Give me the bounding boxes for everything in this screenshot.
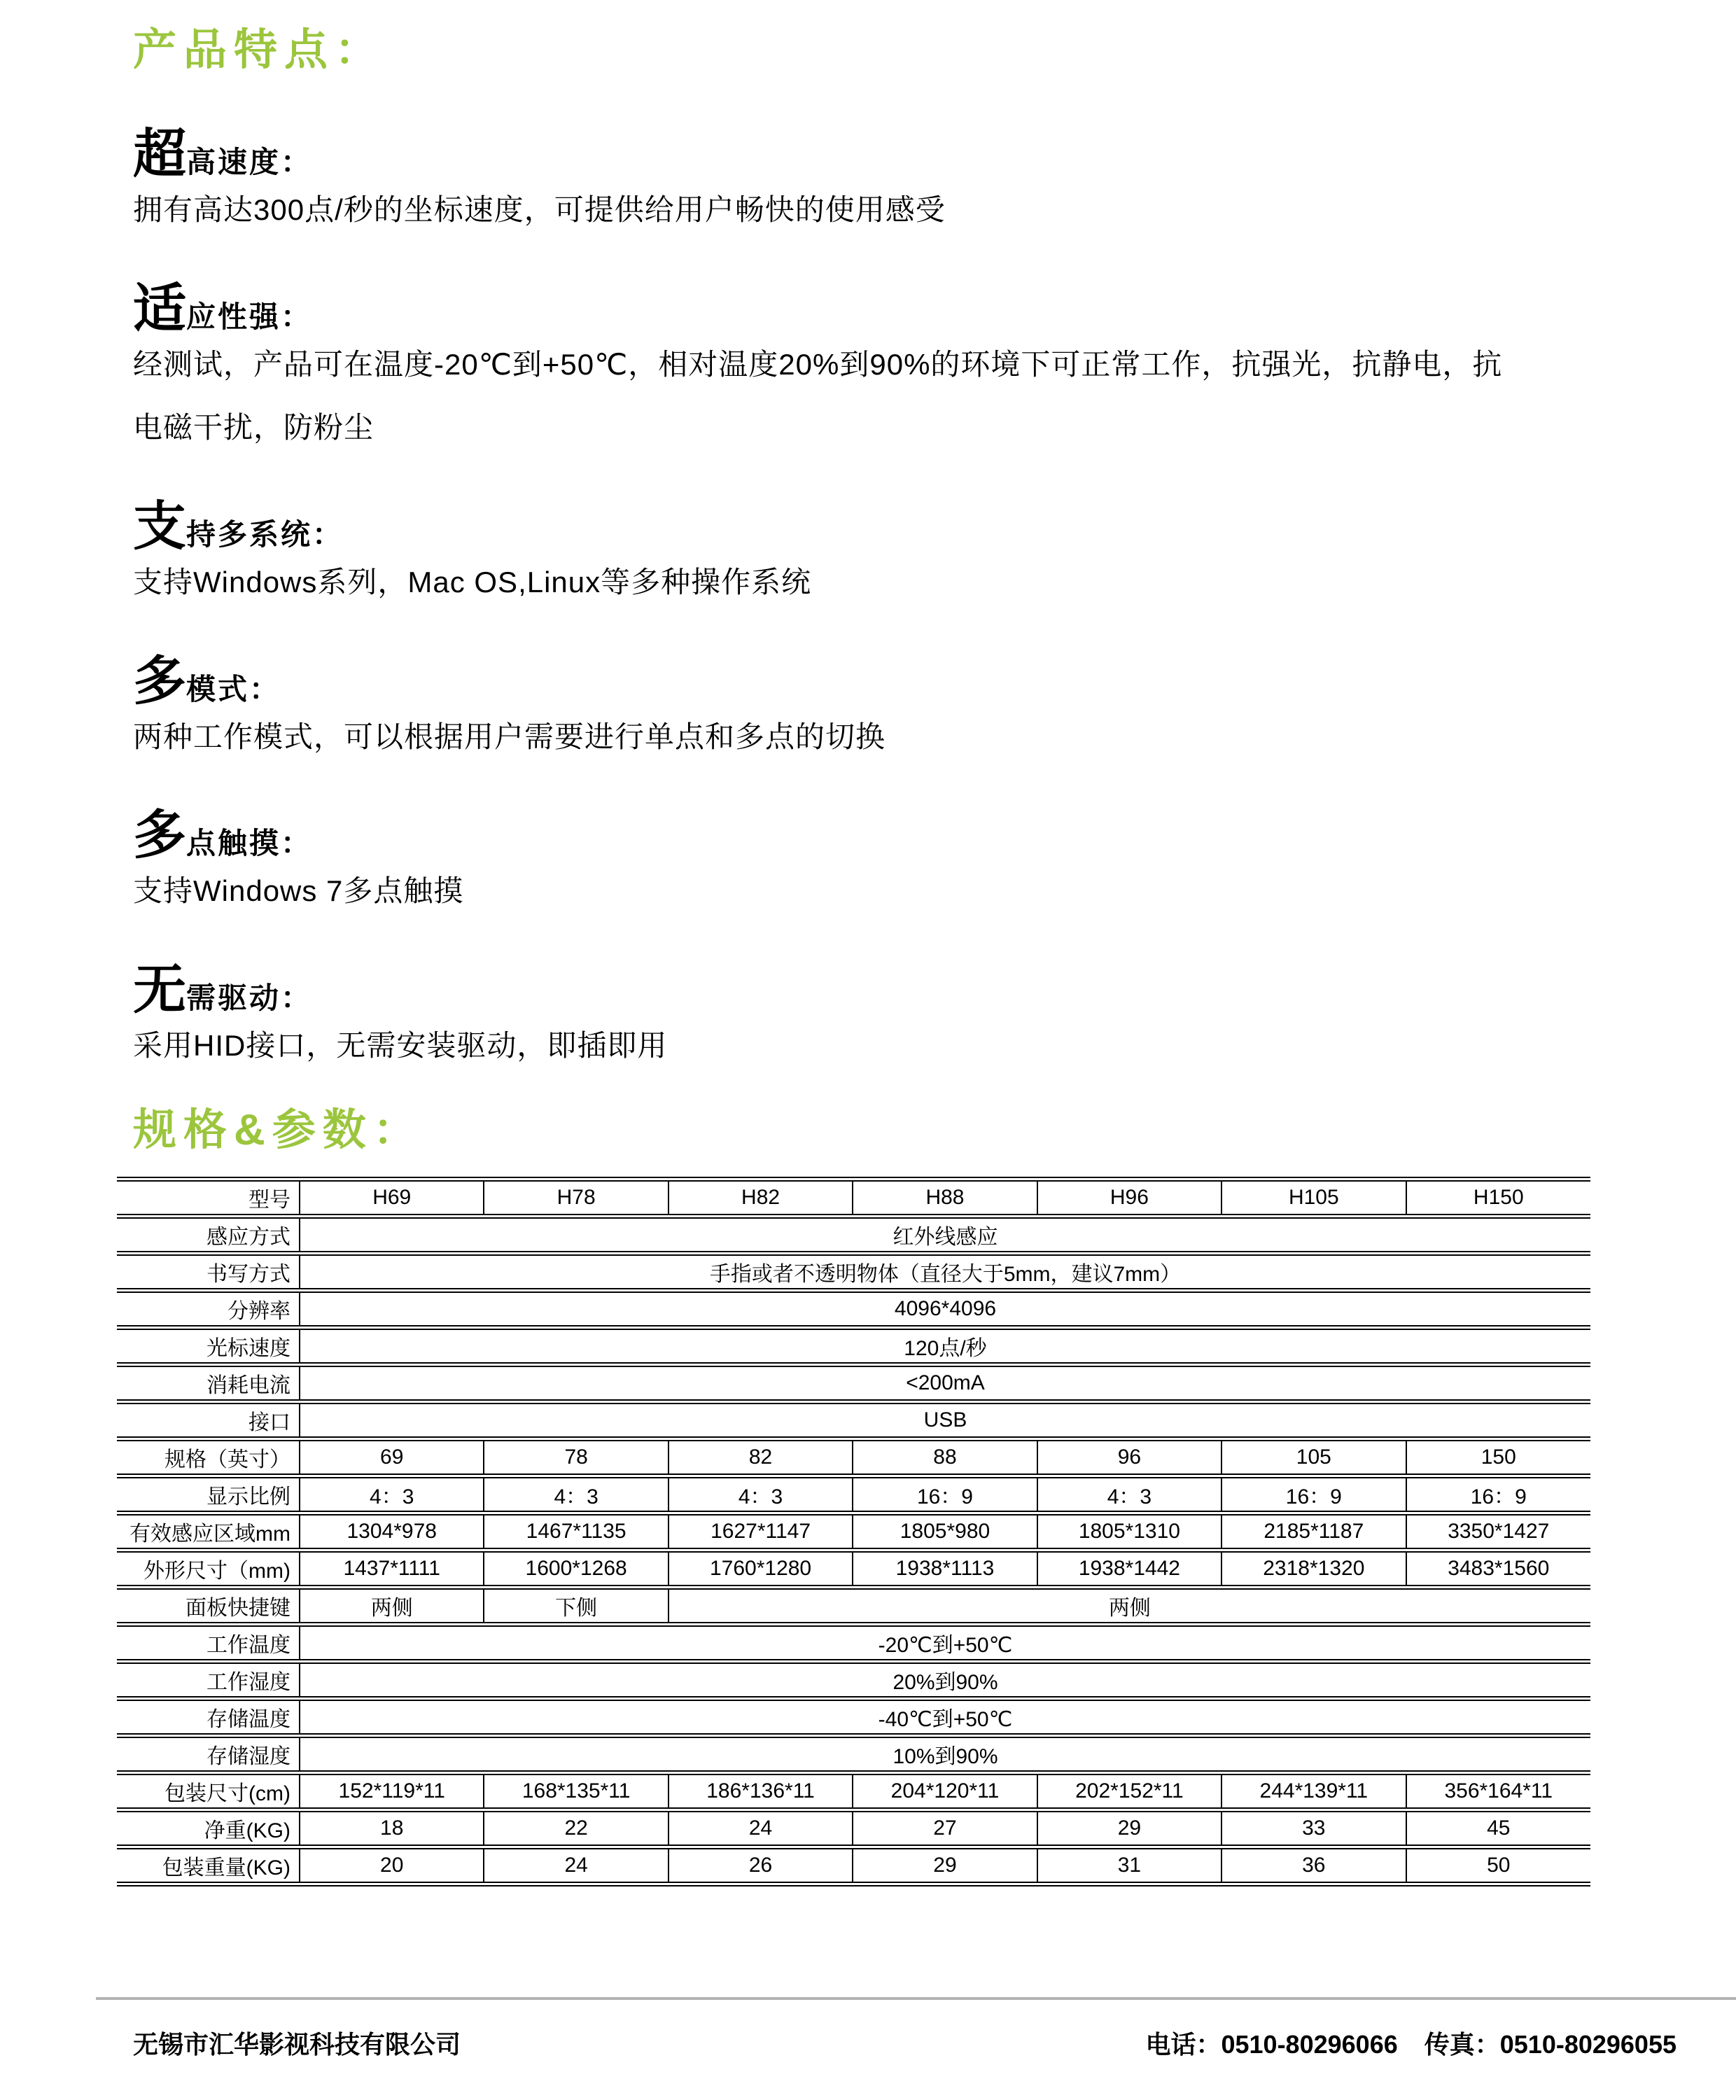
features-title: 产品特点： bbox=[133, 26, 386, 74]
spec-row bbox=[117, 1438, 1590, 1476]
spec-cell: 24 bbox=[668, 1809, 853, 1847]
spec-cell: 202*152*11 bbox=[1037, 1772, 1222, 1809]
spec-cell: 1304*978 bbox=[300, 1513, 484, 1550]
feature-section bbox=[133, 279, 1673, 447]
spec-cell: 150 bbox=[1406, 1438, 1590, 1476]
spec-cell: 45 bbox=[1406, 1809, 1590, 1847]
spec-row-label: 分辨率 bbox=[117, 1290, 300, 1327]
spec-row bbox=[117, 1364, 1590, 1401]
feature-section bbox=[133, 651, 1673, 757]
spec-cell: H105 bbox=[1222, 1179, 1406, 1216]
spec-row-label: 接口 bbox=[117, 1401, 300, 1438]
spec-cell: 2185*1187 bbox=[1222, 1513, 1406, 1550]
spec-row bbox=[117, 1401, 1590, 1438]
spec-cell: H150 bbox=[1406, 1179, 1590, 1216]
spec-cell: 24 bbox=[484, 1847, 668, 1884]
spec-table-body bbox=[117, 1179, 1590, 1884]
feature-section bbox=[133, 497, 1673, 602]
footer-row bbox=[96, 2000, 1736, 2061]
spec-cell: 33 bbox=[1222, 1809, 1406, 1847]
feature-body-line: 采用HID接口，无需安装驱动，即插即用 bbox=[133, 1028, 668, 1062]
feature-section bbox=[133, 125, 1673, 230]
spec-row-label: 存储湿度 bbox=[117, 1735, 300, 1772]
spec-cell: 下侧 bbox=[484, 1587, 668, 1624]
feature-heading bbox=[133, 497, 1673, 557]
spec-cell: 26 bbox=[668, 1847, 853, 1884]
spec-row bbox=[117, 1179, 1590, 1216]
spec-cell: 16：9 bbox=[1406, 1476, 1590, 1513]
page-footer bbox=[96, 1997, 1736, 2061]
spec-cell: 1467*1135 bbox=[484, 1513, 668, 1550]
spec-cell: 82 bbox=[668, 1438, 853, 1476]
spec-row-label: 包装尺寸(cm) bbox=[117, 1772, 300, 1809]
spec-row bbox=[117, 1661, 1590, 1698]
spec-cell: 4096*4096 bbox=[300, 1290, 1590, 1327]
spec-cell: 16：9 bbox=[1222, 1476, 1406, 1513]
spec-cell: 4：3 bbox=[668, 1476, 853, 1513]
spec-row bbox=[117, 1809, 1590, 1847]
spec-cell: 手指或者不透明物体（直径大于5mm，建议7mm） bbox=[300, 1253, 1590, 1290]
spec-row bbox=[117, 1624, 1590, 1661]
spec-cell: 1938*1113 bbox=[853, 1550, 1037, 1587]
spec-cell: 186*136*11 bbox=[668, 1772, 853, 1809]
feature-description bbox=[133, 564, 1673, 602]
spec-cell: 204*120*11 bbox=[853, 1772, 1037, 1809]
spec-cell: <200mA bbox=[300, 1364, 1590, 1401]
spec-row-label: 消耗电流 bbox=[117, 1364, 300, 1401]
feature-body-line: 拥有高达300点/秒的坐标速度，可提供给用户畅快的使用感受 bbox=[133, 193, 946, 227]
spec-cell: 244*139*11 bbox=[1222, 1772, 1406, 1809]
spec-row bbox=[117, 1735, 1590, 1772]
feature-body-line: 经测试，产品可在温度-20℃到+50℃，相对温度20%到90%的环境下可正常工作，抗强光，抗静电，抗 bbox=[133, 347, 1503, 381]
spec-row bbox=[117, 1476, 1590, 1513]
spec-cell: 4：3 bbox=[1037, 1476, 1222, 1513]
spec-row bbox=[117, 1290, 1590, 1327]
spec-row-label: 光标速度 bbox=[117, 1327, 300, 1364]
spec-cell: H82 bbox=[668, 1179, 853, 1216]
feature-lead-char: 多 bbox=[133, 806, 186, 866]
footer-contact bbox=[1145, 2025, 1676, 2061]
feature-body-line: 支持Windows 7多点触摸 bbox=[133, 874, 464, 908]
feature-lead-char: 超 bbox=[133, 125, 186, 185]
feature-heading bbox=[133, 279, 1673, 339]
spec-cell: 2318*1320 bbox=[1222, 1550, 1406, 1587]
spec-row bbox=[117, 1847, 1590, 1884]
spec-row-label: 面板快捷键 bbox=[117, 1587, 300, 1624]
spec-cell: 1938*1442 bbox=[1037, 1550, 1222, 1587]
spec-row-label: 外形尺寸（mm) bbox=[117, 1550, 300, 1587]
spec-row bbox=[117, 1327, 1590, 1364]
feature-label: 持多系统： bbox=[186, 518, 344, 552]
spec-cell: 18 bbox=[300, 1809, 484, 1847]
spec-cell: 78 bbox=[484, 1438, 668, 1476]
spec-row-label: 显示比例 bbox=[117, 1476, 300, 1513]
footer-phone: 电话：0510-80296066 bbox=[1145, 2030, 1398, 2059]
spec-row-label: 净重(KG) bbox=[117, 1809, 300, 1847]
feature-description bbox=[133, 872, 1673, 911]
spec-cell: 356*164*11 bbox=[1406, 1772, 1590, 1809]
feature-section bbox=[133, 806, 1673, 911]
feature-heading bbox=[133, 806, 1673, 866]
spec-row-label: 书写方式 bbox=[117, 1253, 300, 1290]
feature-label: 高速度： bbox=[186, 146, 313, 179]
feature-label: 点触摸： bbox=[186, 827, 313, 860]
spec-cell: 1600*1268 bbox=[484, 1550, 668, 1587]
spec-cell: H78 bbox=[484, 1179, 668, 1216]
feature-heading bbox=[133, 960, 1673, 1020]
spec-row-label: 规格（英寸） bbox=[117, 1438, 300, 1476]
spec-cell: 1627*1147 bbox=[668, 1513, 853, 1550]
spec-row bbox=[117, 1698, 1590, 1735]
spec-cell: 29 bbox=[853, 1847, 1037, 1884]
spec-cell: 29 bbox=[1037, 1809, 1222, 1847]
spec-cell: 两侧 bbox=[668, 1587, 1590, 1624]
spec-cell: 1805*980 bbox=[853, 1513, 1037, 1550]
feature-label: 需驱动： bbox=[186, 981, 313, 1014]
spec-cell: 31 bbox=[1037, 1847, 1222, 1884]
spec-cell: 两侧 bbox=[300, 1587, 484, 1624]
spec-cell: 20 bbox=[300, 1847, 484, 1884]
feature-lead-char: 无 bbox=[133, 960, 186, 1020]
spec-cell: 4：3 bbox=[484, 1476, 668, 1513]
spec-row-label: 工作温度 bbox=[117, 1624, 300, 1661]
feature-heading bbox=[133, 651, 1673, 711]
spec-cell: 152*119*11 bbox=[300, 1772, 484, 1809]
feature-description bbox=[133, 1027, 1673, 1065]
spec-cell: 36 bbox=[1222, 1847, 1406, 1884]
spec-row-label: 型号 bbox=[117, 1179, 300, 1216]
spec-cell: H96 bbox=[1037, 1179, 1222, 1216]
features-list bbox=[133, 125, 1673, 1065]
spec-row bbox=[117, 1253, 1590, 1290]
spec-cell: H88 bbox=[853, 1179, 1037, 1216]
feature-description bbox=[133, 191, 1673, 230]
spec-cell: 16：9 bbox=[853, 1476, 1037, 1513]
spec-row-label: 感应方式 bbox=[117, 1216, 300, 1253]
spec-row-label: 包装重量(KG) bbox=[117, 1847, 300, 1884]
spec-row-label: 工作湿度 bbox=[117, 1661, 300, 1698]
spec-cell: -20℃到+50℃ bbox=[300, 1624, 1590, 1661]
feature-body-line: 支持Windows系列，Mac OS,Linux等多种操作系统 bbox=[133, 566, 812, 599]
spec-cell: 1805*1310 bbox=[1037, 1513, 1222, 1550]
spec-cell: H69 bbox=[300, 1179, 484, 1216]
feature-label: 模式： bbox=[186, 672, 281, 706]
feature-label: 应性强： bbox=[186, 300, 313, 333]
feature-lead-char: 适 bbox=[133, 279, 186, 339]
spec-cell: 22 bbox=[484, 1809, 668, 1847]
spec-row-label: 有效感应区域mm bbox=[117, 1513, 300, 1550]
spec-cell: 69 bbox=[300, 1438, 484, 1476]
spec-cell: 3350*1427 bbox=[1406, 1513, 1590, 1550]
spec-cell: -40℃到+50℃ bbox=[300, 1698, 1590, 1735]
feature-lead-char: 多 bbox=[133, 651, 186, 711]
feature-description bbox=[133, 718, 1673, 757]
spec-cell: 3483*1560 bbox=[1406, 1550, 1590, 1587]
feature-lead-char: 支 bbox=[133, 497, 186, 557]
spec-cell: 1760*1280 bbox=[668, 1550, 853, 1587]
spec-cell: 96 bbox=[1037, 1438, 1222, 1476]
footer-fax: 传真：0510-80296055 bbox=[1424, 2030, 1676, 2059]
spec-cell: 10%到90% bbox=[300, 1735, 1590, 1772]
spec-cell: 27 bbox=[853, 1809, 1037, 1847]
company-name: 无锡市汇华影视科技有限公司 bbox=[133, 2030, 461, 2059]
feature-description bbox=[133, 346, 1673, 447]
spec-cell: 88 bbox=[853, 1438, 1037, 1476]
feature-body-line: 电磁干扰，防粉尘 bbox=[133, 411, 374, 444]
spec-cell: USB bbox=[300, 1401, 1590, 1438]
spec-cell: 168*135*11 bbox=[484, 1772, 668, 1809]
spec-table bbox=[117, 1177, 1590, 1886]
spec-cell: 120点/秒 bbox=[300, 1327, 1590, 1364]
spec-row-label: 存储温度 bbox=[117, 1698, 300, 1735]
feature-section bbox=[133, 960, 1673, 1065]
spec-row bbox=[117, 1550, 1590, 1587]
spec-cell: 红外线感应 bbox=[300, 1216, 1590, 1253]
spec-cell: 20%到90% bbox=[300, 1661, 1590, 1698]
spec-row bbox=[117, 1513, 1590, 1550]
spec-cell: 1437*1111 bbox=[300, 1550, 484, 1587]
feature-body-line: 两种工作模式，可以根据用户需要进行单点和多点的切换 bbox=[133, 720, 886, 753]
spec-row bbox=[117, 1587, 1590, 1624]
spec-cell: 4：3 bbox=[300, 1476, 484, 1513]
spec-row bbox=[117, 1216, 1590, 1253]
spec-cell: 105 bbox=[1222, 1438, 1406, 1476]
feature-heading bbox=[133, 125, 1673, 185]
specs-title: 规格&参数： bbox=[133, 1106, 424, 1155]
spec-cell: 50 bbox=[1406, 1847, 1590, 1884]
spec-row bbox=[117, 1772, 1590, 1809]
